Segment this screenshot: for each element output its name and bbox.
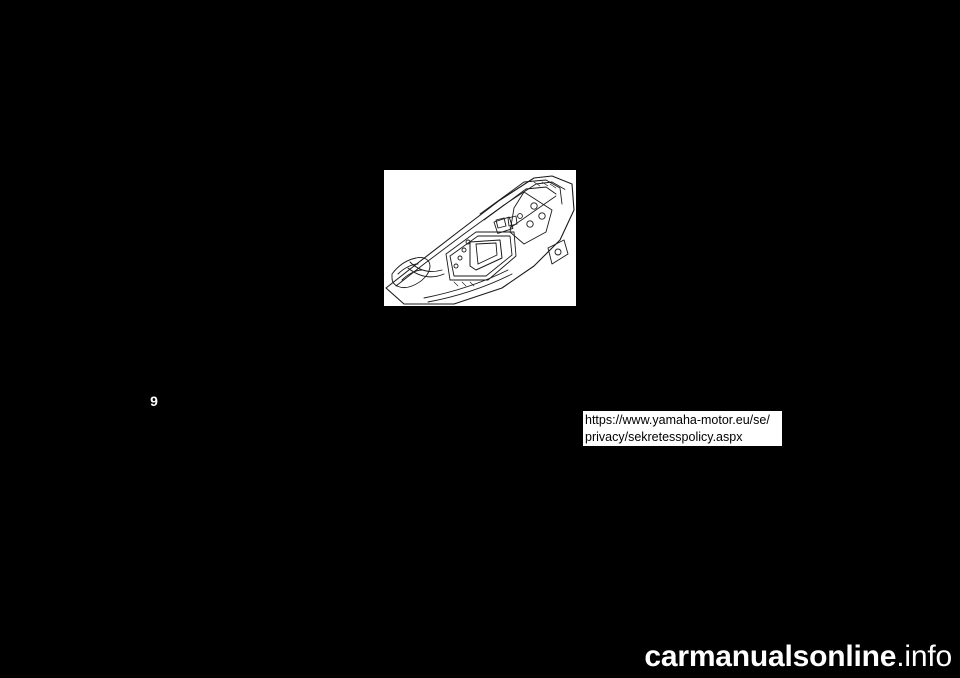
figure-callout-number-1: 1 — [562, 180, 570, 196]
figure-caption — [388, 300, 508, 314]
motorcycle-battery-compartment-icon — [384, 170, 576, 306]
watermark-tld: .info — [896, 640, 952, 673]
privacy-policy-url-line2[interactable]: privacy/sekretesspolicy.aspx — [585, 430, 743, 444]
privacy-policy-url-line1[interactable]: https://www.yamaha-motor.eu/se/ — [585, 413, 770, 427]
figure-illustration — [384, 170, 576, 306]
privacy-policy-url-box[interactable] — [583, 411, 782, 446]
site-watermark — [512, 640, 952, 674]
watermark-brand: carmanualsonline — [644, 640, 897, 673]
chapter-tab-number: 9 — [150, 393, 158, 409]
